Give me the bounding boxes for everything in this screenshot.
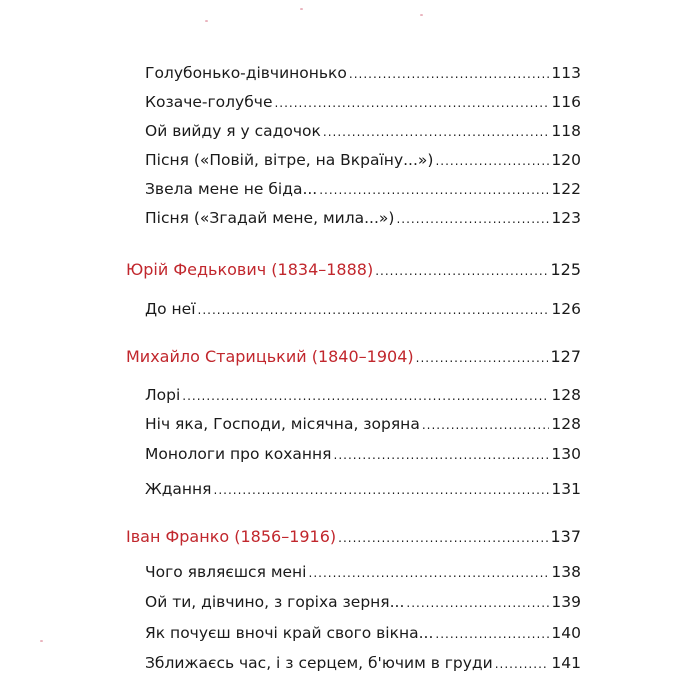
author-page: 127 bbox=[550, 347, 581, 366]
entry-title: Голубонько-дівчинонько bbox=[145, 64, 347, 82]
dot-leader bbox=[416, 347, 549, 369]
entry-title: Ой вийду я у садочок bbox=[145, 122, 321, 140]
dot-leader bbox=[309, 562, 550, 584]
dot-leader bbox=[422, 414, 550, 436]
entry-page: 140 bbox=[551, 624, 581, 642]
entry-title: Лорі bbox=[145, 386, 181, 404]
toc-entry[interactable] bbox=[145, 178, 581, 200]
entry-page: 130 bbox=[551, 445, 581, 463]
author-name: Михайло Старицький (1840–1904) bbox=[126, 347, 414, 366]
entry-title: До неї bbox=[145, 300, 196, 318]
dot-leader bbox=[274, 92, 549, 114]
dot-leader bbox=[375, 260, 548, 282]
dot-leader bbox=[495, 653, 550, 675]
dot-leader bbox=[323, 121, 550, 143]
toc-entry[interactable] bbox=[145, 384, 581, 406]
entry-page: 118 bbox=[551, 122, 581, 140]
entry-title: Звела мене не біда... bbox=[145, 180, 318, 198]
toc-entry[interactable] bbox=[145, 149, 581, 171]
toc-entry[interactable] bbox=[145, 478, 581, 500]
toc-entry[interactable] bbox=[145, 443, 581, 465]
author-name: Юрій Федькович (1834–1888) bbox=[126, 260, 374, 279]
entry-page: 128 bbox=[551, 415, 581, 433]
entry-page: 139 bbox=[551, 593, 581, 611]
entry-title: Монологи про кохання bbox=[145, 445, 332, 463]
entry-title: Ждання bbox=[145, 480, 212, 498]
toc-entry[interactable] bbox=[145, 62, 581, 84]
entry-title: Козаче-голубче bbox=[145, 93, 273, 111]
dot-leader bbox=[396, 208, 549, 230]
toc-entry[interactable] bbox=[145, 298, 581, 320]
author-page: 125 bbox=[550, 260, 581, 279]
entry-title: Як почуєш вночі край свого вікна... bbox=[145, 624, 434, 642]
entry-title: Зближаєсь час, і з серцем, б'ючим в груди bbox=[145, 654, 493, 672]
author-heading[interactable] bbox=[126, 346, 581, 368]
dot-leader bbox=[214, 479, 550, 501]
entry-page: 126 bbox=[551, 300, 581, 318]
toc-entry[interactable] bbox=[145, 591, 581, 613]
entry-title: Пісня («Повій, вітре, на Вкраїну...») bbox=[145, 151, 434, 169]
entry-title: Чого являєшся мені bbox=[145, 563, 307, 581]
entry-page: 122 bbox=[551, 180, 581, 198]
author-heading[interactable] bbox=[126, 259, 581, 281]
dot-leader bbox=[338, 527, 548, 549]
toc-entry[interactable] bbox=[145, 652, 581, 674]
paper-speck bbox=[205, 20, 208, 22]
entry-page: 120 bbox=[551, 151, 581, 169]
entry-page: 128 bbox=[551, 386, 581, 404]
dot-leader bbox=[435, 623, 549, 645]
entry-page: 138 bbox=[551, 563, 581, 581]
author-heading[interactable] bbox=[126, 526, 581, 548]
toc-entry[interactable] bbox=[145, 207, 581, 229]
toc-entry[interactable] bbox=[145, 120, 581, 142]
dot-leader bbox=[319, 179, 549, 201]
paper-speck bbox=[40, 640, 43, 642]
toc-entry[interactable] bbox=[145, 561, 581, 583]
author-page: 137 bbox=[550, 527, 581, 546]
dot-leader bbox=[435, 150, 549, 172]
dot-leader bbox=[334, 444, 550, 466]
dot-leader bbox=[198, 299, 550, 321]
entry-title: Ніч яка, Господи, місячна, зоряна bbox=[145, 415, 420, 433]
dot-leader bbox=[349, 63, 550, 85]
paper-speck bbox=[420, 14, 423, 16]
entry-page: 131 bbox=[551, 480, 581, 498]
dot-leader bbox=[182, 385, 549, 407]
entry-page: 113 bbox=[551, 64, 581, 82]
entry-title: Пісня («Згадай мене, мила...») bbox=[145, 209, 395, 227]
paper-speck bbox=[300, 8, 303, 10]
toc-entry[interactable] bbox=[145, 91, 581, 113]
dot-leader bbox=[406, 592, 549, 614]
toc-entry[interactable] bbox=[145, 413, 581, 435]
entry-page: 116 bbox=[551, 93, 581, 111]
entry-page: 141 bbox=[551, 654, 581, 672]
toc-entry[interactable] bbox=[145, 622, 581, 644]
author-name: Іван Франко (1856–1916) bbox=[126, 527, 337, 546]
entry-title: Ой ти, дівчино, з горіха зерня... bbox=[145, 593, 405, 611]
entry-page: 123 bbox=[551, 209, 581, 227]
